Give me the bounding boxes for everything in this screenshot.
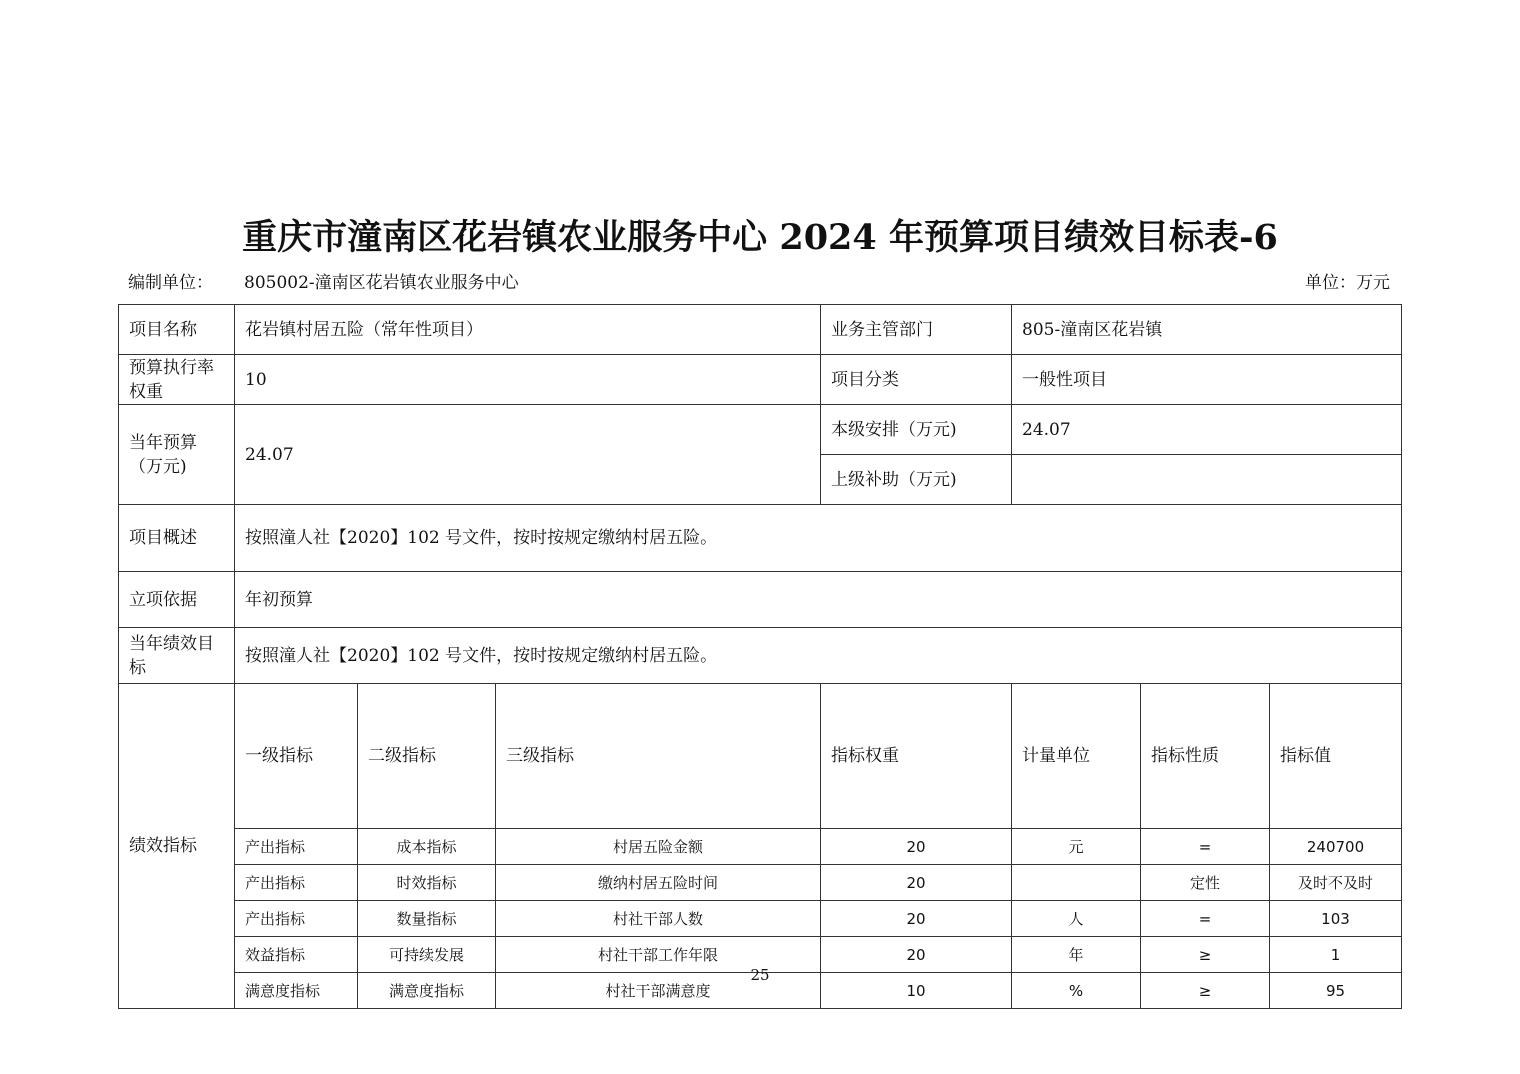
nature-cell: 定性 — [1141, 865, 1270, 901]
nature-cell: = — [1141, 901, 1270, 937]
level1-cell: 产出指标 — [235, 829, 358, 865]
project-name-value: 花岩镇村居五险（常年性项目） — [235, 305, 821, 355]
col-header-nature: 指标性质 — [1141, 684, 1270, 829]
row-exec-rate — [119, 355, 1402, 405]
overview-value: 按照潼人社【2020】102 号文件，按时按规定缴纳村居五险。 — [235, 505, 1402, 572]
nature-cell: ≥ — [1141, 973, 1270, 1009]
row-project-name — [119, 305, 1402, 355]
dept-value: 805-潼南区花岩镇 — [1012, 305, 1402, 355]
level3-cell: 村社干部人数 — [496, 901, 821, 937]
page-number: 25 — [750, 966, 770, 984]
level2-cell: 满意度指标 — [358, 973, 496, 1009]
goal-label: 当年绩效目标 — [119, 628, 235, 684]
upper-value — [1012, 455, 1402, 505]
budget-label: 当年预算（万元) — [119, 405, 235, 505]
level2-cell: 时效指标 — [358, 865, 496, 901]
weight-cell: 20 — [821, 937, 1012, 973]
performance-table — [118, 304, 1402, 1009]
col-header-level1: 一级指标 — [235, 684, 358, 829]
value-cell: 及时不及时 — [1270, 865, 1402, 901]
row-basis — [119, 572, 1402, 628]
unit-cell: % — [1012, 973, 1141, 1009]
level1-cell: 产出指标 — [235, 901, 358, 937]
category-label: 项目分类 — [821, 355, 1012, 405]
exec-rate-label: 预算执行率权重 — [119, 355, 235, 405]
row-budget — [119, 405, 1402, 455]
dept-label: 业务主管部门 — [821, 305, 1012, 355]
nature-cell: ≥ — [1141, 937, 1270, 973]
level2-cell: 数量指标 — [358, 901, 496, 937]
col-header-level2: 二级指标 — [358, 684, 496, 829]
level1-cell: 效益指标 — [235, 937, 358, 973]
basis-label: 立项依据 — [119, 572, 235, 628]
value-cell: 1 — [1270, 937, 1402, 973]
level1-cell: 满意度指标 — [235, 973, 358, 1009]
compiling-unit-label: 编制单位： — [128, 273, 213, 293]
table-row — [119, 865, 1402, 901]
level2-cell: 成本指标 — [358, 829, 496, 865]
goal-value: 按照潼人社【2020】102 号文件，按时按规定缴纳村居五险。 — [235, 628, 1402, 684]
row-goal — [119, 628, 1402, 684]
nature-cell: = — [1141, 829, 1270, 865]
col-header-unit: 计量单位 — [1012, 684, 1141, 829]
value-cell: 240700 — [1270, 829, 1402, 865]
currency-unit: 单位：万元 — [1305, 273, 1390, 293]
level3-cell: 村社干部满意度 — [496, 973, 821, 1009]
exec-rate-value: 10 — [235, 355, 821, 405]
col-header-value: 指标值 — [1270, 684, 1402, 829]
value-cell: 95 — [1270, 973, 1402, 1009]
upper-label: 上级补助（万元) — [821, 455, 1012, 505]
category-value: 一般性项目 — [1012, 355, 1402, 405]
indicator-header-row — [119, 684, 1402, 829]
weight-cell: 10 — [821, 973, 1012, 1009]
weight-cell: 20 — [821, 829, 1012, 865]
weight-cell: 20 — [821, 901, 1012, 937]
row-overview — [119, 505, 1402, 572]
level3-cell: 村社干部工作年限 — [496, 937, 821, 973]
level3-cell: 村居五险金额 — [496, 829, 821, 865]
indicators-section-label: 绩效指标 — [119, 684, 235, 1009]
overview-label: 项目概述 — [119, 505, 235, 572]
budget-value: 24.07 — [235, 405, 821, 505]
col-header-weight: 指标权重 — [821, 684, 1012, 829]
level1-cell: 产出指标 — [235, 865, 358, 901]
table-row — [119, 901, 1402, 937]
unit-cell — [1012, 865, 1141, 901]
local-label: 本级安排（万元) — [821, 405, 1012, 455]
project-name-label: 项目名称 — [119, 305, 235, 355]
col-header-level3: 三级指标 — [496, 684, 821, 829]
table-row — [119, 829, 1402, 865]
page-title: 重庆市潼南区花岩镇农业服务中心 2024 年预算项目绩效目标表-6 — [242, 217, 1278, 258]
unit-cell: 人 — [1012, 901, 1141, 937]
basis-value: 年初预算 — [235, 572, 1402, 628]
value-cell: 103 — [1270, 901, 1402, 937]
level3-cell: 缴纳村居五险时间 — [496, 865, 821, 901]
compiling-unit-value: 805002-潼南区花岩镇农业服务中心 — [244, 273, 519, 293]
weight-cell: 20 — [821, 865, 1012, 901]
local-value: 24.07 — [1012, 405, 1402, 455]
level2-cell: 可持续发展 — [358, 937, 496, 973]
unit-cell: 年 — [1012, 937, 1141, 973]
unit-cell: 元 — [1012, 829, 1141, 865]
